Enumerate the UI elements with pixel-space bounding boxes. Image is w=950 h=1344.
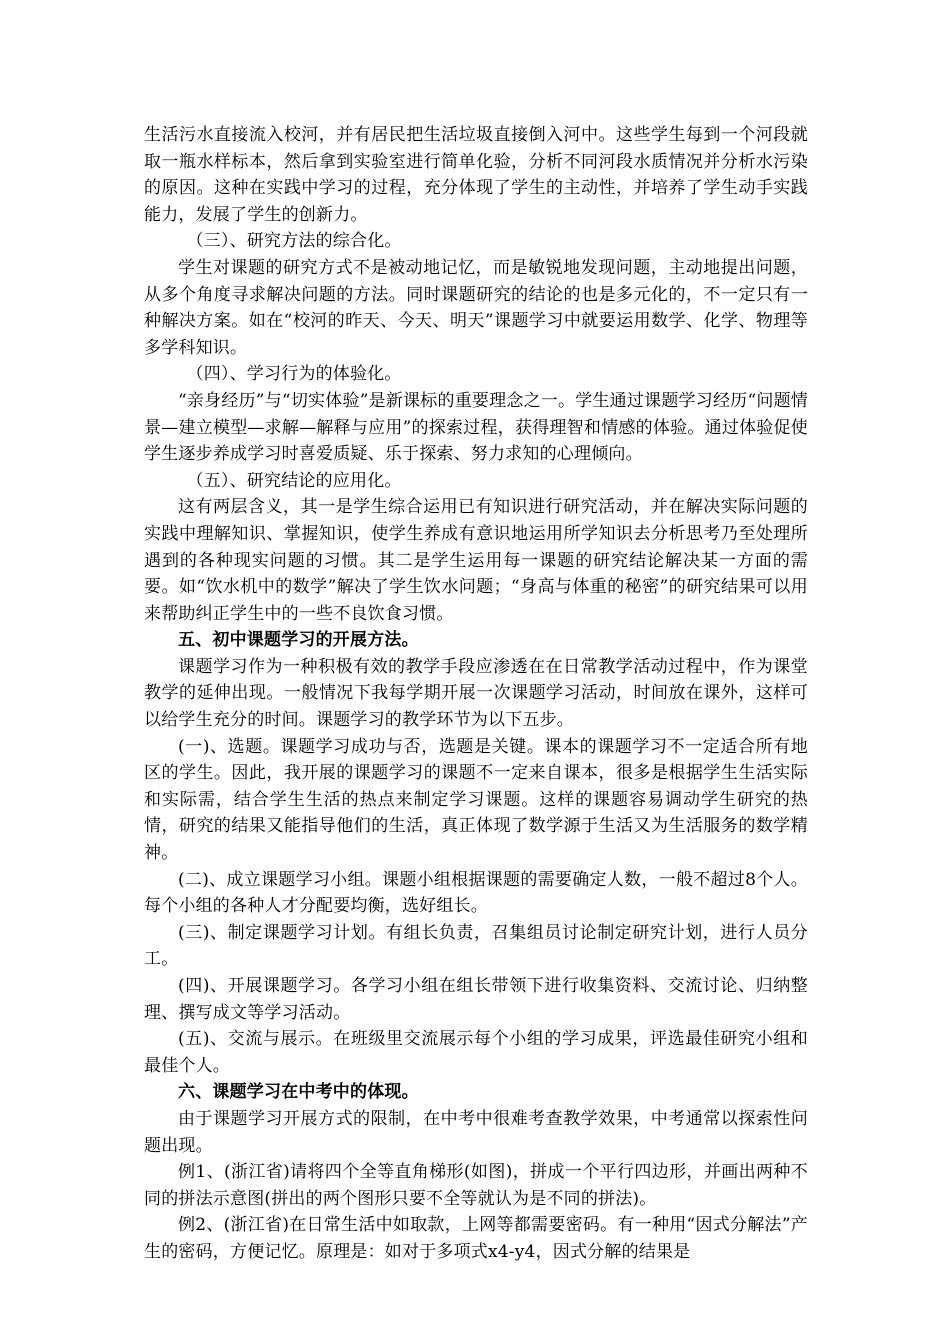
paragraph-experience: “亲身经历”与“切实体验”是新课标的重要理念之一。学生通过课题学习经历“问题情景—建立模型—求解—解释与应用”的探索过程，获得理智和情感的体验。通过体验促使学生逐步养成学习时喜爱质疑、乐于探索、努力求知的心理倾向。 [144, 390, 808, 465]
document-page [144, 122, 808, 1266]
subheading-methods: （三）、研究方法的综合化。 [186, 231, 402, 252]
subheading-experience: （四）、学习行为的体验化。 [186, 364, 402, 385]
paragraph-step-one: (一)、选题。课题学习成功与否，选题是关键。课本的课题学习不一定适合所有地区的学生。因此，我开展的课题学习的课题不一定来自课本，很多是根据学生生活实际和实际需，结合学生生活的热点来制定学习课题。这样的课题容易调动学生研究的热情，研究的结果又能指导他们的生活，真正体现了数学源于生活又为生活服务的数学精神。 [144, 736, 808, 864]
section-heading-six: 六、课题学习在中考中的体现。 [178, 1082, 419, 1103]
paragraph-step-two: (二)、成立课题学习小组。课题小组根据课题的需要确定人数，一般不超过8个人。每个小组的各种人才分配要均衡，选好组长。 [144, 869, 808, 917]
paragraph-example-one: 例1、(浙江省)请将四个全等直角梯形(如图)，拼成一个平行四边形，并画出两种不同的拼法示意图(拼出的两个图形只要不全等就认为是不同的拼法)。 [144, 1162, 808, 1209]
paragraph-section-five-intro: 课题学习作为一种积极有效的教学手段应渗透在在日常教学活动过程中，作为课堂教学的延伸出现。一般情况下我每学期开展一次课题学习活动，时间放在课外，这样可以给学生充分的时间。课题学习的教学环节为以下五步。 [144, 656, 808, 731]
paragraph-example-two: 例2、(浙江省)在日常生活中如取款，上网等都需要密码。有一种用“因式分解法”产生的密码，方便记忆。原理是：如对于多项式x4-y4，因式分解的结果是 [144, 1215, 808, 1262]
paragraph-application: 这有两层含义，其一是学生综合运用已有知识进行研究活动，并在解决实际问题的实践中理解知识、掌握知识，使学生养成有意识地运用所学知识去分析思考乃至处理所遇到的各种现实问题的习惯。其二是学生运用每一课题的研究结论解决某一方面的需要。如“饮水机中的数学”解决了学生饮水问题；“身高与体重的秘密”的研究结果可以用来帮助纠正学生中的一些不良饮食习惯。 [144, 497, 808, 624]
paragraph-step-three: (三)、制定课题学习计划。有组长负责，召集组员讨论制定研究计划，进行人员分工。 [144, 922, 808, 970]
section-heading-five: 五、初中课题学习的开展方法。 [178, 630, 419, 651]
paragraph-step-four: (四)、开展课题学习。各学习小组在组长带领下进行收集资料、交流讨论、归纳整理、撰写成文等学习活动。 [144, 976, 808, 1023]
paragraph-intro: 生活污水直接流入校河，并有居民把生活垃圾直接倒入河中。这些学生每到一个河段就取一瓶水样标本，然后拿到实验室进行简单化验，分析不同河段水质情况并分析水污染的原因。这种在实践中学习的过程，充分体现了学生的主动性，并培养了学生动手实践能力，发展了学生的创新力。 [144, 125, 808, 225]
paragraph-section-six-intro: 由于课题学习开展方式的限制，在中考中很难考查教学效果，中考通常以探索性问题出现。 [144, 1108, 808, 1156]
subheading-application: （五）、研究结论的应用化。 [186, 470, 402, 491]
paragraph-step-five: (五)、交流与展示。在班级里交流展示每个小组的学习成果，评选最佳研究小组和最佳个人。 [144, 1029, 808, 1076]
paragraph-methods: 学生对课题的研究方式不是被动地记忆，而是敏锐地发现问题，主动地提出问题，从多个角度寻求解决问题的方法。同时课题研究的结论的也是多元化的，不一定只有一种解决方案。如在“校河的昨天、今天、明天”课题学习中就要运用数学、化学、物理等多学科知识。 [144, 257, 808, 358]
